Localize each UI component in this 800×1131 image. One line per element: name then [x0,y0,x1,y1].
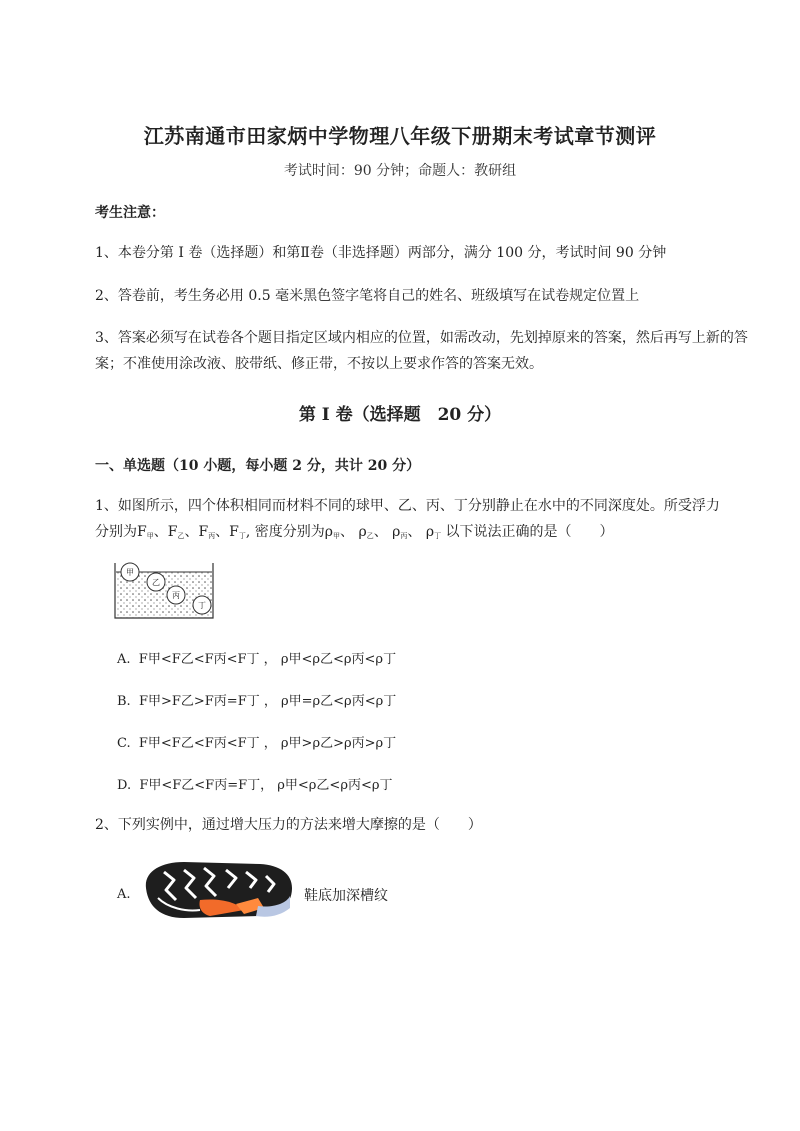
exam-subtitle: 考试时间：90 分钟；命题人：教研组 [283,163,517,179]
notice-heading: 考生注意： [95,205,165,221]
q1-option-c[interactable]: C. F甲<F乙<F丙<F丁 ， ρ甲>ρ乙>ρ丙>ρ丁 [117,736,397,751]
ball-bing [167,586,185,604]
q1-option-b-text: F甲>F乙>F丙=F丁 ， ρ甲=ρ乙<ρ丙<ρ丁 [138,694,397,709]
q2-stem: 2、下列实例中，通过增大压力的方法来增大摩擦的是（ ） [95,817,482,833]
section-heading: 第 I 卷（选择题 20 分） [298,405,502,425]
notice-item-1: 1、本卷分第 I 卷（选择题）和第Ⅱ卷（非选择题）两部分，满分 100 分，考试时间 90 分钟 [95,245,667,261]
q1-option-a-text: F甲<F乙<F丙<F丁 ， ρ甲<ρ乙<ρ丙<ρ丁 [138,652,397,667]
ball-ding-label: 丁 [198,601,206,610]
q2-option-a-letter[interactable]: A. [117,887,131,902]
ball-jia-label: 甲 [126,568,134,577]
q1-option-d[interactable]: D. F甲<F乙<F丙=F丁， ρ甲<ρ乙<ρ丙<ρ丁 [117,778,393,793]
q2-option-a-text: 鞋底加深槽纹 [304,888,388,904]
shoe-sole-image [140,858,296,922]
q1-option-a[interactable]: A. F甲<F乙<F丙<F丁 ， ρ甲<ρ乙<ρ丙<ρ丁 [117,652,397,667]
q1-stem-prefix: 分别为 [95,524,137,540]
q1-water-figure [113,562,215,620]
notice-item-3: 3、答案必须写在试卷各个题目指定区域内相应的位置，如需改动，先划掉原来的答案，然后再写上新的答案；不准使用涂改液、胶带纸、修正带，不按以上要求作答的答案无效。 [95,330,748,372]
q1-stem-suffix: 以下说法正确的是（ ） [445,524,614,540]
q1-option-c-text: F甲<F乙<F丙<F丁 ， ρ甲>ρ乙>ρ丙>ρ丁 [138,736,397,751]
part-heading: 一、单选题（10 小题，每小题 2 分，共计 20 分） [95,458,421,474]
ball-ding [193,596,211,614]
notice-item-2: 2、答卷前，考生务必用 0.5 毫米黑色签字笔将自己的姓名、班级填写在试卷规定位置上 [95,288,640,304]
q1-option-d-text: F甲<F乙<F丙=F丁， ρ甲<ρ乙<ρ丙<ρ丁 [139,778,393,793]
ball-yi [147,573,165,591]
q1-stem-line1: 1、如图所示，四个体积相同而材料不同的球甲、乙、丙、丁分别静止在水中的不同深度处。所受浮力 [95,498,720,514]
exam-title: 江苏南通市田家炳中学物理八年级下册期末考试章节测评 [143,124,657,148]
ball-bing-label: 丙 [172,591,180,600]
ball-jia [121,563,139,581]
q1-stem-line2: 分别为$F_甲$、$F_乙$、$F_丙$、$F_丁$, 密度分别为$\rho_甲$、 $\rho_乙$、 $\rho_丙$、 $\rho_丁$ 以下说法正确的是（ ） [95,524,614,540]
q1-option-b[interactable]: B. F甲>F乙>F丙=F丁 ， ρ甲=ρ乙<ρ丙<ρ丁 [117,694,397,709]
ball-yi-label: 乙 [152,578,160,587]
q1-density-label: 密度分别为 [254,524,325,540]
